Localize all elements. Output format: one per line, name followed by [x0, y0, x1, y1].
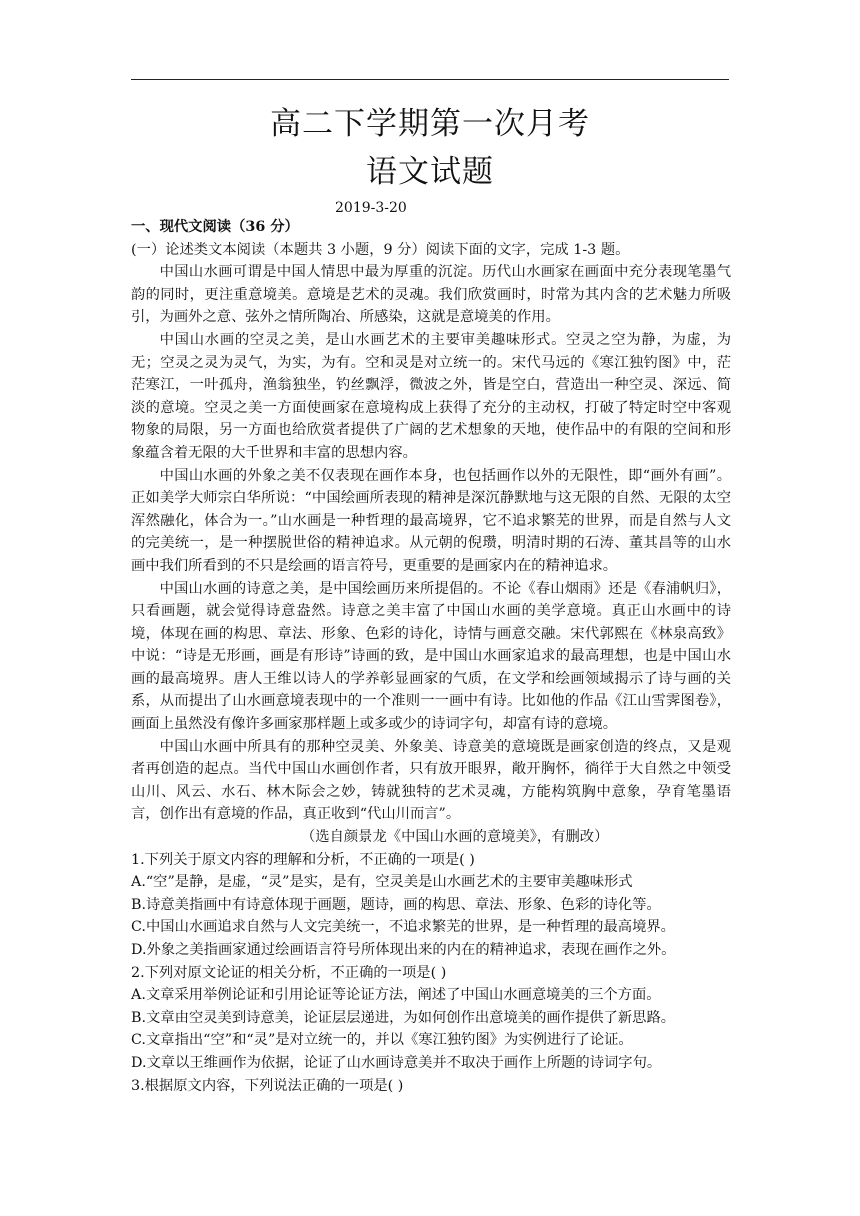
question-option: A.“空”是静，是虚，“灵”是实，是有，空灵美是山水画艺术的主要审美趣味形式: [131, 874, 633, 891]
question-stem: 3.根据原文内容，下列说法正确的一项是( ): [131, 1077, 404, 1094]
passage-paragraph: 中国山水画的外象之美不仅表现在画作本身，也包括画作以外的无限性，即“画外有画”。正如美学大师宗白华所说：“中国绘画所表现的精神是深沉静默地与这无限的自然、无限的太空浑然融化，体合为一。”山水画是一种哲理的最高境界，它不追求繁芜的世界，而是自然与人文的完美统一，是一种摆脱世俗的精神追求。从元朝的倪瓒，明清时期的石涛、董其昌等的山水画中我们所看到的不只是绘画的语言符号，更重要的是画家内在的精神追求。: [131, 467, 731, 574]
passage-paragraph: 中国山水画的空灵之美，是山水画艺术的主要审美趣味形式。空灵之空为静，为虚，为无；空灵之灵为灵气，为实，为有。空和灵是对立统一的。宋代马远的《寒江独钓图》中，茫茫寒江，一叶孤舟，渔翁独坐，钓丝飘浮，微波之外，皆是空白，营造出一种空灵、深远、简淡的意境。空灵之美一方面使画家在意境构成上获得了充分的主动权，打破了特定时空中客观物象的局限，另一方面也给欣赏者提供了广阔的艺术想象的天地，使作品中的有限的空间和形象蕴含着无限的大千世界和丰富的思想内容。: [131, 331, 731, 461]
passage-paragraph: 中国山水画中所具有的那种空灵美、外象美、诗意美的意境既是画家创造的终点，又是观者再创造的起点。当代中国山水画创作者，只有放开眼界，敞开胸怀，徜徉于大自然之中领受山川、风云、水石、林木际会之妙，铸就独特的艺术灵魂，方能构筑胸中意象，孕育笔墨语言，创作出有意境的作品，真正收到“代山川而言”。: [131, 738, 731, 823]
question-option: B.文章由空灵美到诗意美，论证层层递进，为如何创作出意境美的画作提供了新思路。: [131, 1009, 676, 1026]
exam-date: 2019-3-20: [335, 200, 407, 216]
question-option: D.文章以王维画作为依据，论证了山水画诗意美并不取决于画作上所题的诗词字句。: [131, 1054, 662, 1071]
document-body: [131, 216, 731, 1097]
section-subheading: (一）论述类文本阅读（本题共 3 小题，9 分）阅读下面的文字，完成 1-3 题。: [131, 241, 630, 258]
question-stem: 2.下列对原文论证的相关分析，不正确的一项是( ): [131, 964, 447, 981]
exam-subject: 语文试题: [366, 154, 494, 190]
header-rule: [131, 79, 729, 80]
passage-paragraph: 中国山水画的诗意之美，是中国绘画历来所提倡的。不论《春山烟雨》还是《春浦帆归》，只看画题，就会觉得诗意盎然。诗意之美丰富了中国山水画的美学意境。真正山水画中的诗境，体现在画的构思、章法、形象、色彩的诗化，诗情与画意交融。宋代郭熙在《林泉高致》中说：“诗是无形画，画是有形诗”诗画的致，是中国山水画家追求的最高理想，也是中国山水画的最高境界。唐人王维以诗人的学养彰显画家的气质，在文学和绘画领域揭示了诗与画的关系，从而提出了山水画意境表现中的一个准则一一画中有诗。比如他的作品《江山雪霁图卷》，画面上虽然没有像许多画家那样题上或多或少的诗词字句，却富有诗的意境。: [131, 580, 731, 733]
exam-title: 高二下学期第一次月考: [270, 106, 590, 142]
question-option: C.文章指出“空”和“灵”是对立统一的，并以《寒江独钓图》为实例进行了论证。: [131, 1032, 633, 1049]
question-option: A.文章采用举例论证和引用论证等论证方法，阐述了中国山水画意境美的三个方面。: [131, 987, 661, 1004]
question-option: D.外象之美指画家通过绘画语言符号所体现出来的内在的精神追求，表现在画作之外。: [131, 942, 676, 958]
section-heading: 一、现代文阅读（36 分）: [131, 219, 299, 235]
question-stem: 1.下列关于原文内容的理解和分析，不正确的一项是( ): [131, 851, 475, 868]
passage-paragraph: 中国山水画可谓是中国人情思中最为厚重的沉淀。历代山水画家在画面中充分表现笔墨气韵的同时，更注重意境美。意境是艺术的灵魂。我们欣赏画时，时常为其内含的艺术魅力所吸引，为画外之意、弦外之情所陶冶、所感染，这就是意境美的作用。: [131, 264, 731, 326]
passage-source: （选自颜景龙《中国山水画的意境美》，有删改）: [301, 829, 609, 846]
question-option: B.诗意美指画中有诗意体现于画题，题诗，画的构思、章法、形象、色彩的诗化等。: [131, 896, 661, 913]
question-option: C.中国山水画追求自然与人文完美统一，不追求繁芜的世界，是一种哲理的最高境界。: [131, 919, 675, 936]
